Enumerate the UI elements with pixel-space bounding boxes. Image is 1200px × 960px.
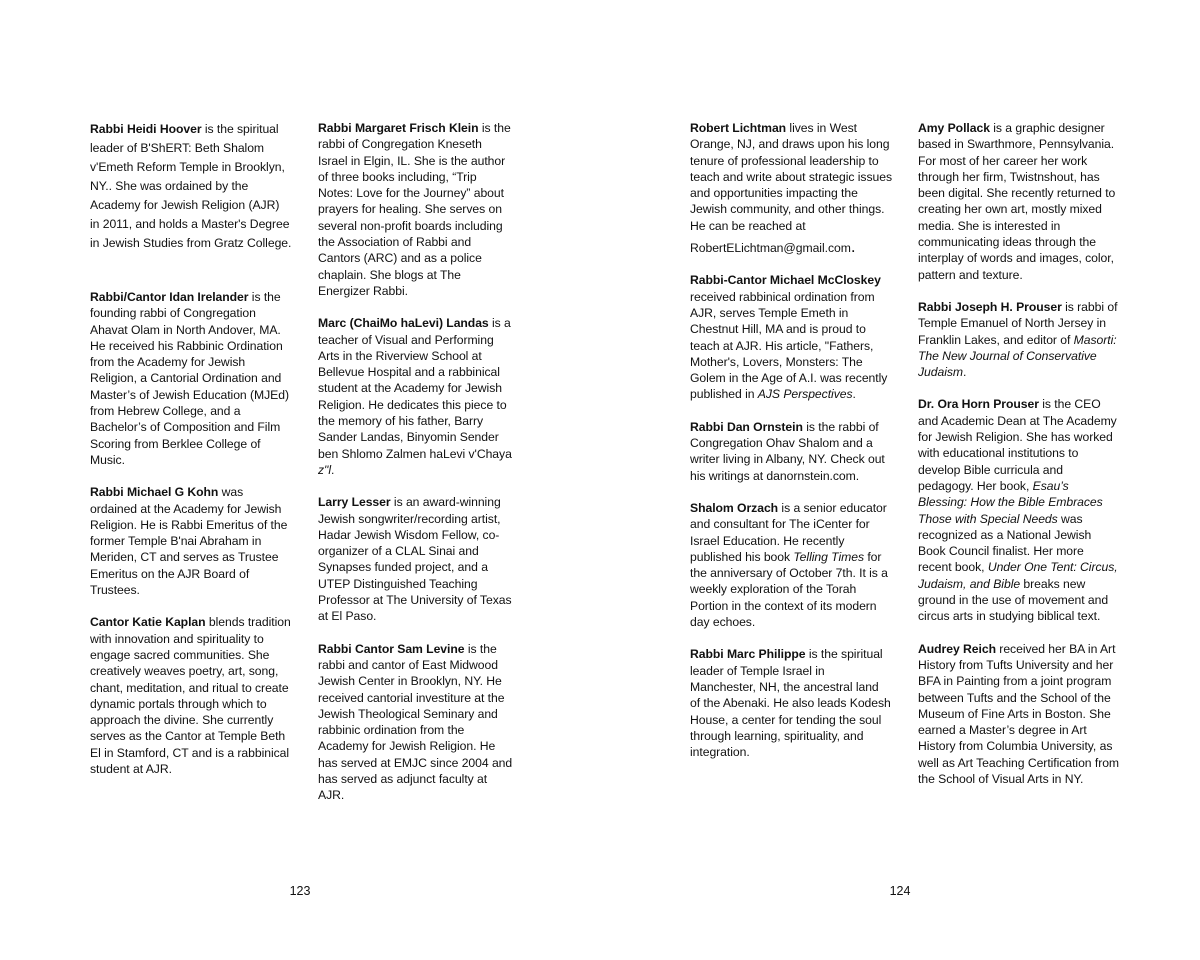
bio-name: Shalom Orzach bbox=[690, 500, 779, 515]
bio-name: Cantor Katie Kaplan bbox=[90, 615, 206, 630]
bio-entry bbox=[90, 120, 292, 253]
bio-text: is the rabbi and cantor of East Midwood Jewish Center in Brooklyn, NY. He received cantorial investiture at the Jewish Theological Seminary and rabbinic ordination from the Academy for Jewish Religion. He has served at EMJC since 2004 and has served as adjunct faculty at AJR. bbox=[318, 641, 513, 803]
bio-entry bbox=[918, 120, 1120, 283]
bio-entry bbox=[690, 272, 892, 402]
bio-text: received her BA in Art History from Tufts University and her BFA in Painting from a joint program between Tufts and the School of the Museum of Fine Arts in Boston. She earned a Master’s degree in Art History from Columbia University, as well as Art Teaching Certification from the School of Visual Arts in NY. bbox=[918, 641, 1120, 786]
bio-text: is a teacher of Visual and Performing Arts in the Riverview School at Bellevue Hospital and a rabbinical student at the Academy for Jewish Religion. He dedicates this piece to the memory of his father, Barry Sander Landas, Binyomin Sender ben Shlomo Zalmen haLevi v'Chaya bbox=[318, 316, 512, 461]
bio-entry bbox=[318, 120, 514, 299]
right-page-column-1 bbox=[690, 120, 892, 776]
bio-tail: . bbox=[963, 365, 967, 380]
bio-entry bbox=[690, 500, 892, 630]
bio-text: received rabbinical ordination from AJR, serves Temple Emeth in Chestnut Hill, MA and is proud to teach at AJR. His article, "Fathers, Mother's, Lovers, Monsters: The Golem in the Age of A.I. was recently published in bbox=[690, 289, 888, 402]
left-page-column-1 bbox=[90, 120, 292, 793]
bio-name: Rabbi Michael G Kohn bbox=[90, 485, 219, 500]
email-text: RobertELichtman@gmail.com bbox=[690, 241, 851, 256]
bio-text-continued: was recognized as a National Jewish Book Council finalist. Her more recent book, bbox=[918, 511, 1092, 575]
page-number: 124 bbox=[889, 884, 911, 898]
bio-text: is the rabbi of Congregation Ohav Shalom and a writer living in Albany, NY. Check out his writings at danornstein.com. bbox=[690, 419, 885, 483]
bio-text: is the CEO and Academic Dean at The Academy for Jewish Religion. She has worked with educational institutions to develop Bible curricula and pedagogy. Her book, bbox=[918, 397, 1117, 493]
bio-entry bbox=[918, 396, 1120, 624]
bio-name: Rabbi Heidi Hoover bbox=[90, 122, 202, 136]
bio-name: Rabbi/Cantor Idan Irelander bbox=[90, 290, 249, 304]
bio-name: Robert Lichtman bbox=[690, 121, 787, 135]
bio-text: was ordained at the Academy for Jewish Religion. He is Rabbi Emeritus of the former Temple B'nai Abraham in Meriden, CT and serves as Trustee Emeritus on the AJR Board of Trustees. bbox=[90, 485, 288, 598]
email-period: . bbox=[850, 237, 856, 257]
bio-italic: Under One Tent: Circus, Judaism, and Bible bbox=[918, 560, 1118, 591]
bio-text: is an award-winning Jewish songwriter/recording artist, Hadar Jewish Wisdom Fellow, co-organizer of a CLAL Sinai and Synapses funded project, and a UTEP Distinguished Teaching Professor at The University of Texas at El Paso. bbox=[318, 495, 512, 624]
bio-name: Rabbi Dan Ornstein bbox=[690, 419, 803, 434]
bio-name: Amy Pollack bbox=[918, 121, 990, 135]
bio-entry bbox=[318, 315, 514, 478]
bio-name: Rabbi-Cantor Michael McCloskey bbox=[690, 273, 881, 288]
bio-italic: Telling Times bbox=[793, 549, 864, 564]
bio-name: Rabbi Joseph H. Prouser bbox=[918, 299, 1062, 314]
bio-name: Rabbi Marc Philippe bbox=[690, 647, 806, 662]
bio-entry bbox=[690, 120, 892, 256]
bio-text: is a graphic designer based in Swarthmore, Pennsylvania. For most of her career her work through her firm, Twistnshout, has been digital. She recently returned to creating her own art, mostly mixed media. She is interested in communicating ideas through the interplay of words and images, color, pattern and texture. bbox=[918, 121, 1116, 282]
left-page-column-2 bbox=[318, 120, 514, 820]
bio-text-continued: breaks new ground in the use of movement and circus arts in studying biblical text. bbox=[918, 576, 1109, 624]
bio-entry bbox=[90, 484, 292, 598]
bio-name: Rabbi Cantor Sam Levine bbox=[318, 641, 465, 656]
bio-italic: Masorti: The New Journal of Conservative Judaism bbox=[918, 332, 1117, 380]
bio-entry bbox=[690, 646, 892, 760]
bio-italic: z"l bbox=[318, 462, 331, 477]
right-page-column-2 bbox=[918, 120, 1120, 803]
bio-text: is a senior educator and consultant for The iCenter for Israel Education. He recently published his book bbox=[690, 500, 887, 564]
bio-text: lives in West Orange, NJ, and draws upon his long tenure of professional leadership to teach and write about strategic issues and opportunities impacting the Jewish community, and other things. He can be reached at bbox=[690, 121, 893, 233]
bio-name: Dr. Ora Horn Prouser bbox=[918, 397, 1039, 412]
bio-text: is rabbi of Temple Emanuel of North Jersey in Franklin Lakes, and editor of bbox=[918, 299, 1118, 347]
bio-entry bbox=[90, 614, 292, 777]
bio-text: is the rabbi of Congregation Kneseth Israel in Elgin, IL. She is the author of three books including, “Trip Notes: Love for the Journey” about prayers for healing. She serves on several non-profit boards including the Association of Rabbi and Cantors (ARC) and as a police chaplain. She blogs at The Energizer Rabbi. bbox=[318, 121, 511, 298]
bio-entry bbox=[918, 641, 1120, 788]
bio-name: Rabbi Margaret Frisch Klein bbox=[318, 121, 479, 135]
bio-name: Audrey Reich bbox=[918, 641, 996, 656]
right-page bbox=[600, 0, 1200, 960]
bio-name: Marc (ChaiMo haLevi) Landas bbox=[318, 316, 489, 331]
bio-text: is the spiritual leader of B'ShERT: Beth Shalom v'Emeth Reform Temple in Brooklyn, NY.. She was ordained by the Academy for Jewish Religion (AJR) in 2011, and holds a Master's Degree in Jewish Studies from Gratz College. bbox=[90, 122, 292, 250]
bio-entry bbox=[918, 299, 1120, 380]
bio-name: Larry Lesser bbox=[318, 495, 391, 510]
bio-italic: Esau’s Blessing: How the Bible Embraces Those with Special Needs bbox=[918, 478, 1103, 526]
bio-entry bbox=[318, 641, 514, 804]
bio-text: is the founding rabbi of Congregation Ahavat Olam in North Andover, MA. He received his Rabbinic Ordination from the Academy for Jewish Religion, a Cantorial Ordination and Master’s of Jewish Education (MJEd) from Hebrew College, and a Bachelor’s of Composition and Film Scoring from Berklee College of Music. bbox=[90, 290, 289, 467]
bio-tail: . bbox=[852, 387, 856, 402]
bio-tail: . bbox=[330, 462, 335, 477]
bio-text: blends tradition with innovation and spirituality to engage sacred communities. She creatively weaves poetry, art, song, chant, meditation, and ritual to create dynamic portals through which to approach the divine. She currently serves as the Cantor at Temple Beth El in Stamford, CT and is a rabbinical student at AJR. bbox=[90, 615, 291, 777]
bio-text: is the spiritual leader of Temple Israel in Manchester, NH, the ancestral land of the Abenaki. He also leads Kodesh House, a center for tending the soul through learning, spirituality, and integration. bbox=[690, 647, 891, 760]
page-number: 123 bbox=[289, 884, 311, 898]
bio-text-continued: for the anniversary of October 7th. It is a weekly exploration of the Torah Portion in the context of its modern day echoes. bbox=[690, 549, 888, 630]
bio-entry bbox=[90, 289, 292, 468]
bio-entry bbox=[690, 419, 892, 484]
bio-italic: AJS Perspectives bbox=[757, 387, 853, 402]
bio-entry bbox=[318, 494, 514, 624]
